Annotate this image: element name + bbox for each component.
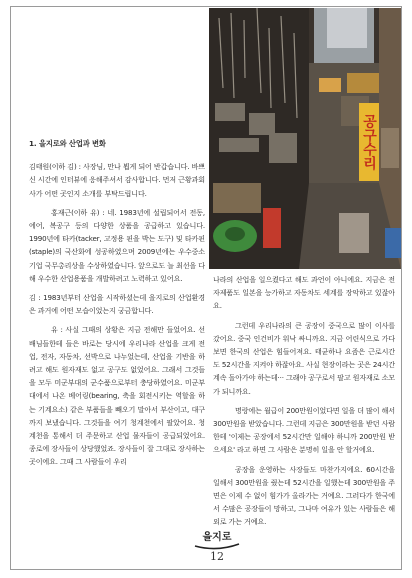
paragraph: 유 : 사실 그때의 상황은 지금 전해만 들었어요. 선배님들한테 들은 바로는 당시에 우리나라 산업을 크게 전업, 전자, 자동차, 선박으로 나누었는데, 산업을 기반을 하려고 해도 원자재도 없고 공구도 없었어요. 그래서 그것들을 모두 미군부대의 군수품으로부터 충당하였어요. 미군부대에서 나온 베어링(bearing, 축을 회전시키는 역할을 하는 기계요소) 같은 부품들을 빼오기 말아서 부산이고, 대구까지 보냈습니다. 그것들을 여기 청계천에서 팔았어요. 청계천을 통해서 더 주문하고 산업 물자들이 공급되었어요. 종로에 장사들이 상당했었죠. 장사들이 잘 그대로 장사하는 곳이에요. 그때 그 사람들이 우리: [29, 325, 205, 467]
paragraph: 명랑에는 월급이 200만원이었다면 일을 더 많이 해서 300만원을 받았습니다. 그런데 지금은 300만원을 받던 사람한테 '이제는 공장에서 52시간만 일해야 하니까 200만원 받으세요' 라고 하면 그 사람은 분명히 일을 안 할거에요.: [213, 405, 395, 455]
tool-repair-sign: 공구수리: [361, 114, 377, 170]
footer-logo-text: 을지로: [202, 532, 232, 543]
shop-alley-photo: [209, 8, 401, 269]
section-title: 1. 을지로와 산업과 변화: [29, 139, 106, 148]
footer-logo: [191, 526, 243, 550]
left-column: [29, 137, 205, 475]
page: [10, 6, 402, 570]
right-column: [213, 273, 395, 535]
paragraph: 그런데 우리나라의 큰 공장이 중국으로 많이 이사를 갔어요. 중국 인건비가 워낙 싸니까요. 지금 어린식으로 가다보면 한국의 산업은 힘들어져요. 태균하나 요즘은 근로시간도 52시간을 지켜야 하잖아요. 사실 현장이라는 곳은 24시간 계속 돌아가야 하는데··· 그래야 공구로서 팔고 원자재로 소모가 되니까요.: [213, 320, 395, 396]
paragraph: 김태원(이하 김) : 사장님, 만나 뵙게 되어 반갑습니다. 바쁘신 시간에 인터뷰에 응해주셔서 감사합니다. 먼저 근황과회사가 어떤 곳인지 소개를 부탁드립니다.: [29, 162, 205, 198]
paragraph: 공장을 운영하는 사장들도 마찬가지에요. 60시간을 일해서 300만원을 줬는데 52시간을 일했는데 300만원을 주면은 이제 수 없이 힘가가 올라가는 거예요. 그러다가 한국에서 수많은 공장들이 망하고, 그나마 여유가 있는 사람들은 해외로 가는 거예요.: [213, 464, 395, 527]
paragraph: 나라의 산업을 일으켰다고 해도 과언이 아니에요. 지금은 전자제품도 일본을 능가하고 자동차도 세계를 장악하고 있잖아요.: [213, 275, 395, 311]
paragraph: 김 : 1983년부터 산업을 시작하셨는데 을지로의 산업환경은 과거에 어떤 모습이었는지 궁금합니다.: [29, 293, 205, 316]
paragraph: 홍재근(이하 유) : 네. 1983년에 설립되어서 전동, 에어, 복공구 등의 다양한 상품을 공급하고 있습니다. 1990년에 타카(tacker, 고정용 핀을 박는 도구) 및 타카핀(staple)의 국산화에 성공하였으며 2009년에는 우수중소기업 국무총리상을 수상하였습니다. 앞으로도 늘 최선을 다해 우수한 산업용품을 개발하려고 노력하고 있어요.: [29, 207, 205, 283]
page-number: 12: [210, 550, 224, 563]
